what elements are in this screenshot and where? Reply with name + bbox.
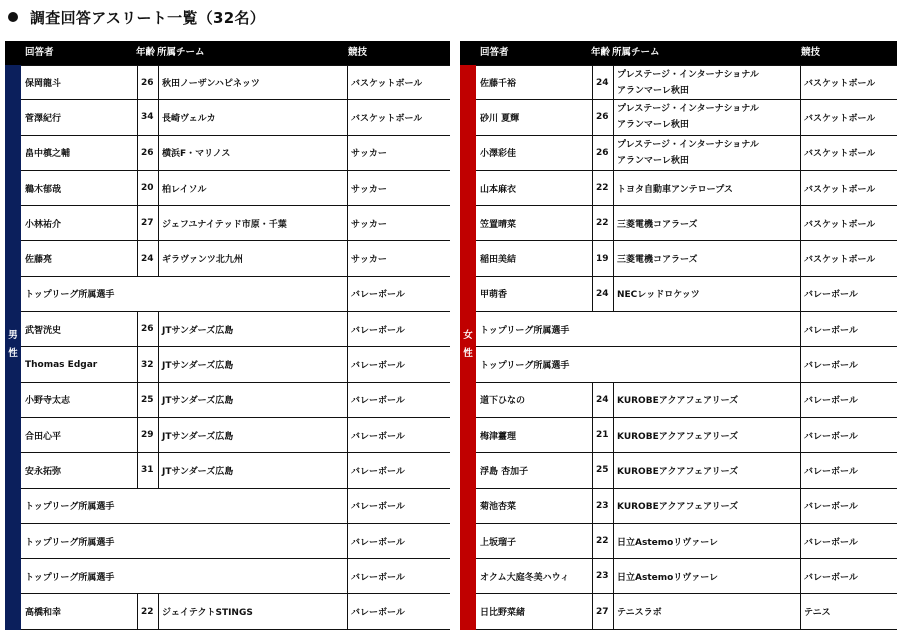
respondent-name: 上坂瑠子 [480,537,517,548]
respondent-team: NECレッドロケッツ [617,290,700,301]
bullet-icon [8,12,18,22]
respondent-name: トップリーグ所属選手 [480,325,570,336]
respondent-name: 保岡龍斗 [25,79,62,90]
respondent-team: ジェフユナイテッド市原・千葉 [162,219,287,230]
respondent-sport: バスケットボール [804,184,876,195]
table-row [21,418,450,453]
respondent-age: 22 [596,183,609,194]
respondent-name: 高橋和幸 [25,608,62,619]
table-row [476,277,897,312]
respondent-age: 26 [596,112,609,123]
respondent-team: 三菱電機コアラーズ [617,219,698,230]
respondent-name: トップリーグ所属選手 [480,361,570,372]
respondent-name: 武智洸史 [25,325,62,336]
respondent-team: KUROBEアクアフェアリーズ [617,502,739,513]
team-line1: プレステージ・インターナショナル [617,104,759,115]
respondent-sport: バレーボール [351,361,405,372]
respondent-team: テニスラボ [617,608,662,619]
respondent-age: 34 [141,112,154,123]
respondent-sport: バレーボール [804,290,858,301]
respondent-age: 22 [596,536,609,546]
header-respondent: 回答者 [25,47,54,58]
respondent-name: トップリーグ所属選手 [25,502,115,513]
respondent-age: 29 [141,430,154,441]
respondent-team: JTサンダーズ広島 [162,466,234,477]
table-row [21,453,450,488]
respondent-age: 31 [141,465,154,476]
respondent-sport: バレーボール [351,396,405,407]
respondent-name: 小林祐介 [25,219,62,230]
table-row [21,277,450,312]
respondent-age: 24 [596,288,609,299]
respondent-name: トップリーグ所属選手 [25,290,115,301]
respondent-sport: バレーボール [351,466,405,477]
respondent-name: 畠中槙之輔 [25,149,71,160]
respondent-sport: バスケットボール [804,255,876,266]
team-line1: プレステージ・インターナショナル [617,139,759,150]
respondent-age: 22 [141,606,154,617]
respondent-sport: サッカー [351,184,387,195]
respondent-name: 甲萌香 [480,290,508,301]
table-row [21,524,450,559]
respondent-name: 佐藤亮 [25,255,53,266]
table-row [476,171,897,206]
header-respondent: 回答者 [480,47,509,58]
table-row [476,383,897,418]
table-row [21,206,450,241]
respondent-sport: バレーボール [351,325,405,336]
respondent-sport: テニス [804,608,831,619]
respondent-age: 23 [596,500,609,511]
respondent-name: 菅澤紀行 [25,113,62,124]
table-row [21,594,450,629]
respondent-name: 安永拓弥 [25,466,62,477]
respondent-age: 26 [141,77,154,88]
respondent-team: ギラヴァンツ北九州 [162,255,243,266]
table-row [476,489,897,524]
respondent-sport: バレーボール [804,572,858,583]
respondent-age: 24 [596,394,609,405]
respondent-name: 笠置晴菜 [480,219,517,230]
respondent-name: 菊池杏菜 [480,502,517,513]
respondent-team: JTサンダーズ広島 [162,396,234,407]
respondent-team: 秋田ノーザンハピネッツ [162,79,260,90]
table-row [21,383,450,418]
table-row [21,312,450,347]
respondent-team: KUROBEアクアフェアリーズ [617,466,739,477]
female-label-line2: 性 [463,348,473,359]
team-line2: アランマーレ秋田 [617,155,689,166]
respondent-name: 道下ひなの [480,396,526,407]
respondent-age: 26 [141,147,154,158]
male-rows [21,65,450,630]
respondent-team: JTサンダーズ広島 [162,361,234,372]
respondent-sport: バレーボール [351,431,405,442]
table-row [476,418,897,453]
respondent-sport: バレーボール [804,396,858,407]
respondent-name: 山本麻衣 [480,184,517,195]
table-row [476,206,897,241]
respondent-sport: バレーボール [804,431,858,442]
respondent-sport: バレーボール [804,502,858,513]
female-label-line1: 女 [463,330,473,341]
respondent-age: 26 [141,324,154,335]
respondent-team: JTサンダーズ広島 [162,325,234,336]
respondent-age: 27 [596,606,609,617]
table-row [476,453,897,488]
respondent-sport: バレーボール [351,608,405,619]
page-title [8,4,265,30]
respondent-sport: バレーボール [351,502,405,513]
respondent-sport: バスケットボール [804,79,876,90]
respondent-age: 25 [141,394,154,405]
respondent-age: 27 [141,218,154,229]
respondent-team: JTサンダーズ広島 [162,431,234,442]
female-rows [476,65,897,630]
header-age: 年齢 [136,47,156,58]
female-table [460,41,897,619]
respondent-name: 鵜木郁哉 [25,184,62,195]
female-label [460,327,476,363]
respondent-sport: バスケットボール [351,113,423,124]
header-sport: 競技 [348,47,368,58]
respondent-team: 長崎ヴェルカ [162,113,216,124]
title-text: 調査回答アスリート一覧（32名） [30,8,266,27]
respondent-sport: バレーボール [804,325,858,336]
respondent-team: トヨタ自動車アンテロープス [617,184,733,195]
table-row [21,347,450,382]
respondent-name: 浮島 杏加子 [480,466,529,477]
header-team: 所属チーム [157,47,205,58]
respondent-age: 25 [596,465,609,476]
table-row [476,347,897,382]
table-row [21,241,450,276]
respondent-sport: バスケットボール [804,113,876,124]
female-table-header [460,41,897,65]
respondent-name: 合田心平 [25,431,62,442]
female-side-bar [460,65,476,630]
male-side-bar [5,65,21,630]
respondent-age: 20 [141,183,154,194]
respondent-team [613,100,800,134]
team-line1: プレステージ・インターナショナル [617,69,759,80]
table-row [476,65,897,100]
respondent-age: 24 [596,77,609,88]
male-label-line1: 男 [8,330,18,341]
respondent-age: 19 [596,253,609,264]
header-age: 年齢 [591,47,611,58]
respondent-team: ジェイテクトSTINGS [162,608,253,619]
table-row [21,100,450,135]
respondent-age: 24 [141,253,154,264]
header-team: 所属チーム [612,47,660,58]
team-line2: アランマーレ秋田 [617,120,689,131]
respondent-sport: バスケットボール [804,149,876,160]
respondent-sport: バレーボール [351,572,405,583]
respondent-sport: バスケットボール [351,79,423,90]
respondent-age: 21 [596,430,609,441]
respondent-team: 日立Astemoリヴァーレ [617,572,719,583]
respondent-sport: バレーボール [804,537,858,548]
respondent-team: 日立Astemoリヴァーレ [617,537,719,548]
male-label-line2: 性 [8,348,18,359]
respondent-name: 砂川 夏輝 [480,113,520,124]
respondent-team: 三菱電機コアラーズ [617,255,698,266]
respondent-age: 32 [141,359,154,370]
respondent-sport: バレーボール [804,466,858,477]
respondent-age: 22 [596,218,609,229]
respondent-sport: サッカー [351,255,387,266]
table-row [21,65,450,100]
table-row [476,524,897,559]
respondent-sport: バレーボール [351,537,405,548]
respondent-age: 26 [596,147,609,158]
respondent-team: KUROBEアクアフェアリーズ [617,431,739,442]
respondent-age: 23 [596,571,609,582]
respondent-name: 梅津薹理 [480,431,517,442]
team-line2: アランマーレ秋田 [617,85,689,96]
respondent-team [613,66,800,99]
table-row [21,136,450,171]
respondent-name: トップリーグ所属選手 [25,537,115,548]
table-row [21,171,450,206]
table-row [476,312,897,347]
respondent-name: トップリーグ所属選手 [25,572,115,583]
respondent-name: 稲田美結 [480,255,517,266]
respondent-team [613,136,800,170]
respondent-sport: バレーボール [804,361,858,372]
respondent-name: オクム大庭冬美ハウィ [480,572,570,583]
header-sport: 競技 [801,47,821,58]
male-label [5,327,21,363]
respondent-name: 小澤彩佳 [480,149,517,160]
respondent-team: 柏レイソル [162,184,207,195]
table-row [476,594,897,629]
table-row [21,489,450,524]
table-row [476,559,897,594]
table-row [21,559,450,594]
respondent-team: KUROBEアクアフェアリーズ [617,396,739,407]
table-row [476,136,897,171]
male-table [5,41,450,619]
table-row [476,241,897,276]
respondent-name: 日比野菜緒 [480,608,526,619]
respondent-name: 小野寺太志 [25,396,71,407]
respondent-sport: サッカー [351,219,387,230]
male-table-header [5,41,450,65]
respondent-sport: サッカー [351,149,387,160]
respondent-name: 佐藤千裕 [480,79,517,90]
respondent-sport: バスケットボール [804,219,876,230]
respondent-name: Thomas Edgar [25,359,98,370]
respondent-sport: バレーボール [351,290,405,301]
respondent-team: 横浜F・マリノス [162,149,231,160]
table-row [476,100,897,135]
